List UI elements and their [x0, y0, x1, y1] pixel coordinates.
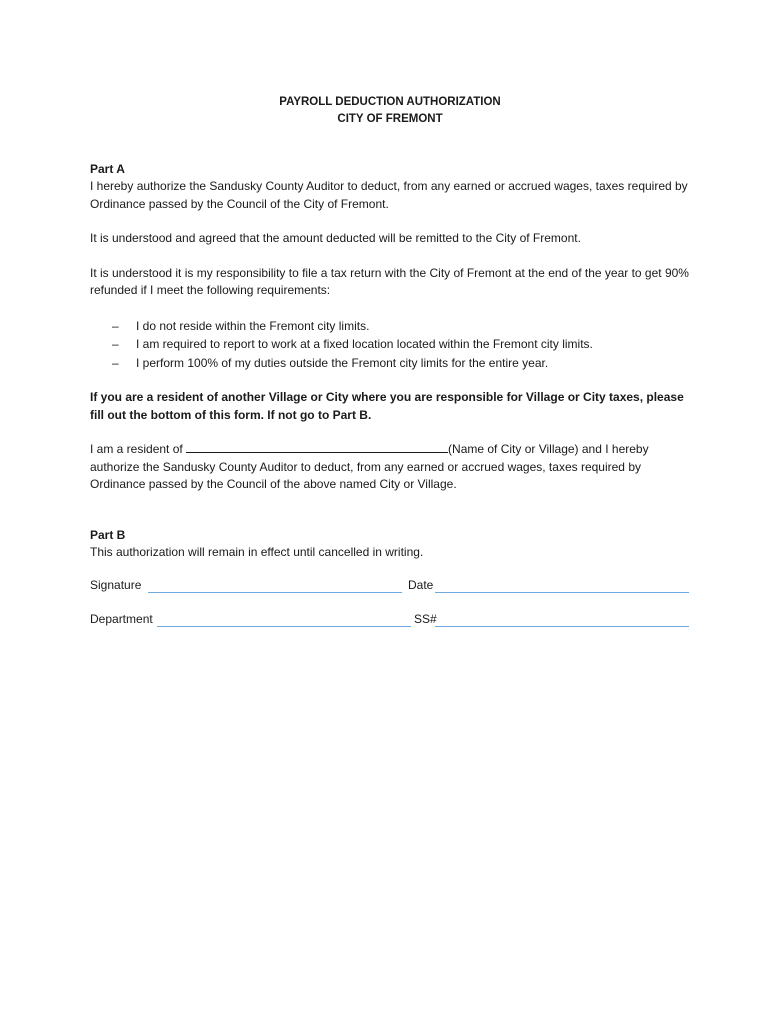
part-b-paragraph: This authorization will remain in effect until cancelled in writing. — [90, 544, 424, 559]
city-village-blank-field[interactable] — [186, 440, 448, 453]
dash-bullet: – — [112, 318, 119, 333]
department-ss-row — [90, 612, 690, 632]
list-item — [90, 335, 690, 354]
signature-label: Signature — [90, 578, 142, 592]
dash-bullet: – — [112, 355, 119, 370]
dash-bullet: – — [112, 337, 119, 351]
resident-instruction: If you are a resident of another Village or City where you are responsible for Village or City taxes, please fill out the bottom of this form. If not go to Part B. — [90, 390, 684, 422]
title-line-2: CITY OF FREMONT — [337, 113, 443, 125]
part-b-heading: Part B — [90, 527, 126, 542]
date-field[interactable] — [435, 592, 689, 593]
resident-suffix: (Name of City or Village) and I hereby authorize the Sandusky County Auditor to deduct, from any earned or accrued wages, taxes required by Ordinance passed by the Council of the above named City or Village. — [90, 442, 649, 491]
date-label: Date — [408, 578, 434, 592]
title-line-1: PAYROLL DEDUCTION AUTHORIZATION — [279, 96, 501, 108]
ss-field[interactable] — [435, 626, 689, 627]
resident-paragraph — [90, 440, 690, 494]
requirement-text: I perform 100% of my duties outside the Fremont city limits for the entire year. — [136, 355, 549, 370]
document-title — [90, 94, 690, 128]
list-item — [90, 317, 690, 336]
part-a-paragraph-1: I hereby authorize the Sandusky County Auditor to deduct, from any earned or accrued wages, taxes required by Ordinance passed by the Council of the City of Fremont. — [90, 179, 688, 211]
signature-field[interactable] — [148, 592, 402, 593]
ss-label: SS# — [414, 612, 437, 626]
requirement-text: I am required to report to work at a fixed location located within the Fremont city limits. — [136, 337, 593, 351]
department-label: Department — [90, 612, 153, 626]
signature-date-row — [90, 578, 690, 598]
department-field[interactable] — [157, 626, 411, 627]
requirements-list — [90, 317, 690, 373]
part-a-paragraph-3: It is understood it is my responsibility to file a tax return with the City of Fremont at the end of the year to get 90% refunded if I meet the following requirements: — [90, 265, 689, 297]
resident-prefix: I am a resident of — [90, 442, 187, 456]
document-page — [90, 94, 690, 632]
requirement-text: I do not reside within the Fremont city limits. — [136, 318, 370, 333]
part-a-paragraph-2: It is understood and agreed that the amount deducted will be remitted to the City of Fremont. — [90, 231, 581, 245]
list-item — [90, 354, 690, 373]
part-a-heading: Part A — [90, 162, 125, 176]
